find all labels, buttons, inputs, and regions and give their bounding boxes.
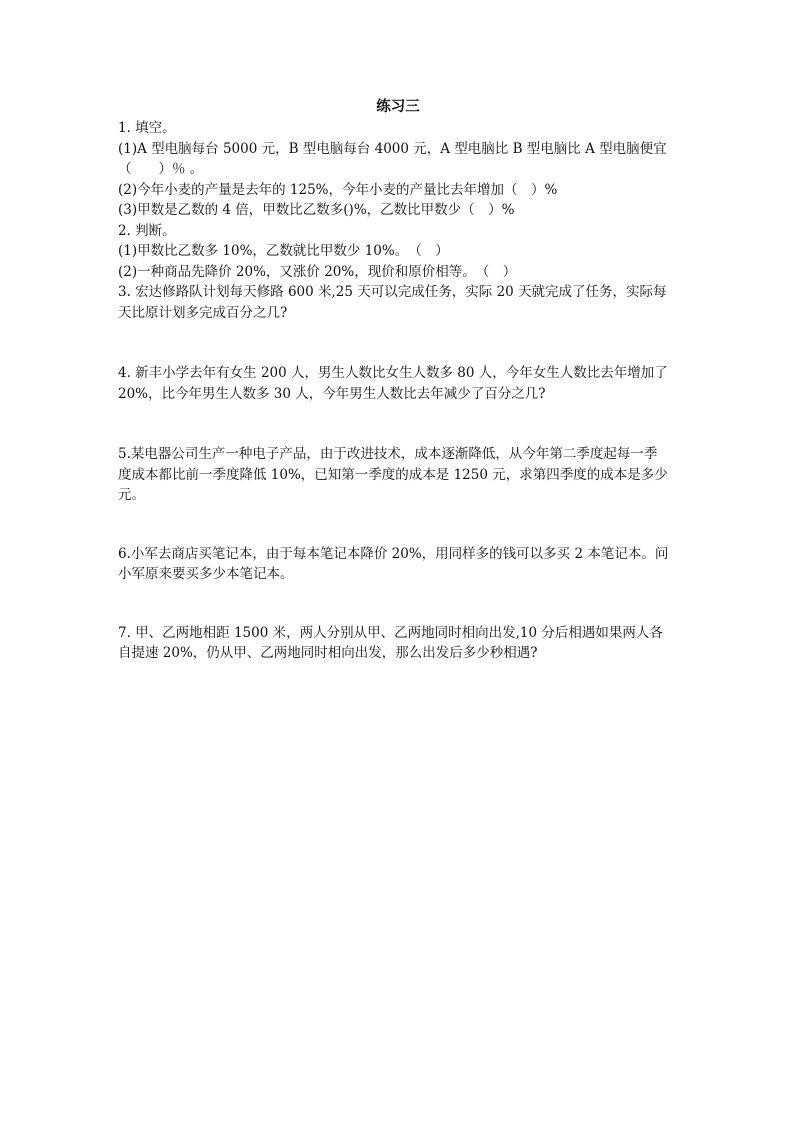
problem-5-line1: 5.某电器公司生产一种电子产品，由于改进技术，成本逐渐降低，从今年第二季度起每一季 <box>118 446 658 462</box>
section-fill-blank-heading: 1. 填空。 <box>118 120 176 136</box>
fill-q2: (2)今年小麦的产量是去年的 125%，今年小麦的产量比去年增加（ ）% <box>118 181 558 198</box>
problem-6-line1: 6.小军去商店买笔记本，由于每本笔记本降价 20%，用同样多的钱可以多买 2 本笔记本。问 <box>118 545 669 562</box>
problem-7-line1: 7. 甲、乙两地相距 1500 米，两人分别从甲、乙两地同时相向出发,10 分后相遇如果两人各 <box>118 624 663 641</box>
answer-space <box>118 323 678 363</box>
answer-space <box>118 585 678 623</box>
problem-4-line1: 4. 新丰小学去年有女生 200 人，男生人数比女生人数多 80 人，今年女生人数比去年增加了 <box>118 365 668 381</box>
judge-q2: (2)一种商品先降价 20%，又涨价 20%，现价和原价相等。 （ ） <box>118 263 517 280</box>
answer-space <box>118 506 678 544</box>
fill-q3: (3)甲数是乙数的 4 倍，甲数比乙数多()%，乙数比甲数少（ ）% <box>118 202 515 218</box>
section-judge-heading: 2. 判断。 <box>118 222 176 239</box>
answer-space <box>118 404 678 444</box>
fill-q1-line2: （ ）％ 。 <box>118 161 204 177</box>
problem-3-line1: 3. 宏达修路队计划每天修路 600 米,25 天可以完成任务，实际 20 天就完成了任务，实际每 <box>118 284 667 300</box>
problem-6-line2: 小军原来要买多少本笔记本。 <box>118 566 294 582</box>
problem-3-line2: 天比原计划多完成百分之几? <box>118 304 288 321</box>
judge-q1: (1)甲数比乙数多 10%，乙数就比甲数少 10%。 （ ） <box>118 243 449 259</box>
problem-5-line3: 元。 <box>118 487 145 503</box>
page-title: 练习三 <box>376 98 420 115</box>
worksheet <box>118 96 678 664</box>
problem-7-line2: 自提速 20%，仍从甲、乙两地同时相向出发，那么出发后多少秒相遇? <box>118 645 538 661</box>
problem-5-line2: 度成本都比前一季度降低 10%，已知第一季度的成本是 1250 元，求第四季度的成本是多少 <box>118 466 668 483</box>
fill-q1-line1: (1)A 型电脑每台 5000 元，B 型电脑每台 4000 元，A 型电脑比 B 型电脑比 A 型电脑便宜 <box>118 140 667 157</box>
problem-4-line2: 20%，比今年男生人数多 30 人，今年男生人数比去年减少了百分之几? <box>118 385 546 402</box>
